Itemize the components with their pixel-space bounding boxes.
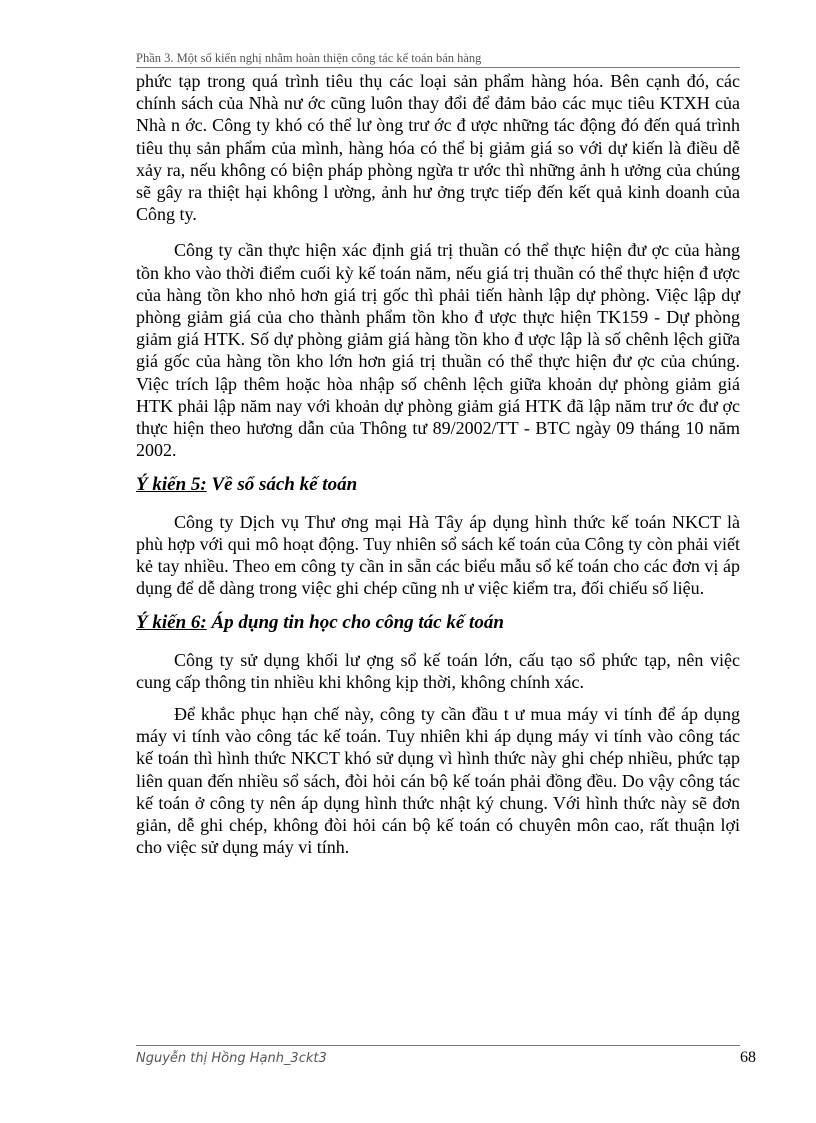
paragraph-accounting-books: Công ty Dịch vụ Thư ơng mại Hà Tây áp dụng hình thức kế toán NKCT là phù hợp với qui mô hoạt động. Tuy nhiên sổ sách kế toán của Công ty còn phải viết kẻ tay nhiều. Theo em công ty cần in sẵn các biểu mẫu sổ kế toán cho các đơn vị áp dụng để dễ dàng trong việc ghi chép cũng nh ư việc kiểm tra, đối chiếu số liệu.: [136, 511, 740, 599]
page-number: 68: [740, 1049, 756, 1066]
footer-divider: [136, 1045, 740, 1046]
section-heading-y-kien-6: [136, 612, 740, 634]
paragraph-inventory-provision: Công ty cần thực hiện xác định giá trị thuần có thể thực hiện đư ợc của hàng tồn kho vào thời điểm cuối kỳ kế toán năm, nếu giá trị thuần có thể thực hiện đ ược của hàng tồn kho nhỏ hơn giá trị gốc thì phải tiến hành lập dự phòng. Việc lập dự phòng giảm giá của cho thành phẩm tồn kho đ ược thực hiện TK159 - Dự phòng giảm giá HTK. Số dự phòng giảm giá hàng tồn kho đ ược lập là số chênh lệch giữa giá gốc của hàng tồn kho lớn hơn giá trị thuần có thể thực hiện đư ợc của chúng. Việc trích lập thêm hoặc hòa nhập số chênh lệch giữa khoản dự phòng giảm giá HTK phải lập năm nay với khoản dự phòng giảm giá HTK đã lập năm trư ớc đư ợc thực hiện theo hương dẫn của Thông tư 89/2002/TT - BTC ngày 09 tháng 10 năm 2002.: [136, 240, 740, 461]
body-text: [136, 70, 740, 859]
heading-label: Ý kiến 5:: [136, 474, 207, 496]
running-header: Phần 3. Một số kiến nghị nhằm hoàn thiện công tác kế toán bán hàng: [136, 51, 740, 68]
footer-author: Nguyễn thị Hồng Hạnh_3ckt3: [136, 1051, 327, 1066]
paragraph-computerization: Để khắc phục hạn chế này, công ty cần đầu t ư mua máy vi tính để áp dụng máy vi tính vào công tác kế toán. Tuy nhiên khi áp dụng máy vi tính vào công tác kế toán thì hình thức NKCT khó sử dụng vì hình thức này ghi chép nhiều, phức tạp liên quan đến nhiều sổ sách, đòi hỏi cán bộ kế toán phải đồng đều. Do vậy công tác kế toán ở công ty nên áp dụng hình thức nhật ký chung. Với hình thức này sẽ đơn giản, dễ ghi chép, không đòi hỏi cán bộ kế toán có chuyên môn cao, rất thuận lợi cho việc sử dụng máy vi tính.: [136, 704, 740, 858]
heading-title: Áp dụng tin học cho công tác kế toán: [206, 612, 504, 634]
heading-title: Về sổ sách kế toán: [206, 474, 358, 496]
heading-label: Ý kiến 6:: [136, 612, 207, 634]
paragraph-continued: phức tạp trong quá trình tiêu thụ các loại sản phẩm hàng hóa. Bên cạnh đó, các chính sách của Nhà nư ớc cũng luôn thay đổi để đảm bảo các mục tiêu KTXH của Nhà n ớc. Công ty khó có thể lư òng trư ớc đ ược những tác động đó đến quá trình tiêu thụ sản phẩm của mình, hàng hóa có thể bị giảm giá so với dự kiến là điều dễ xảy ra, nếu không có biện pháp phòng ngừa tr ước thì những ảnh h ưởng của chúng sẽ gây ra thiệt hại không l ường, ảnh hư ởng trực tiếp đến kết quả kinh doanh của Công ty.: [136, 71, 740, 225]
paragraph-book-volume: Công ty sử dụng khối lư ợng sổ kế toán lớn, cấu tạo sổ phức tạp, nên việc cung cấp thông tin nhiều khi không kịp thời, không chính xác.: [136, 649, 740, 692]
section-heading-y-kien-5: [136, 474, 740, 496]
